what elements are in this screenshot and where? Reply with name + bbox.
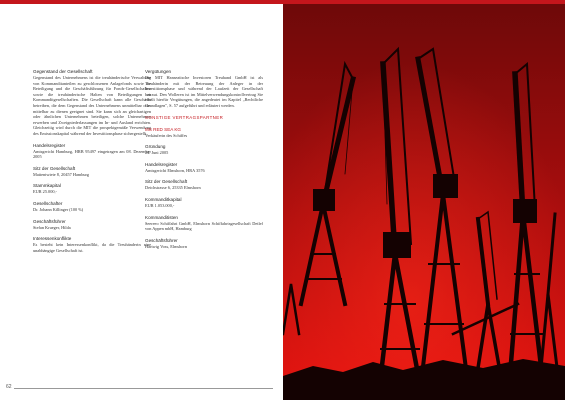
section-label: Gegenstand der Gesellschaft xyxy=(33,69,93,74)
section-text: EUR 1.053.000,- xyxy=(145,202,175,208)
harbor-cranes-icon xyxy=(283,4,565,400)
right-text-column xyxy=(145,69,263,255)
section-kommanditisten xyxy=(145,215,263,232)
section-text: Amtsgericht Elmshorn, HRA 3576 xyxy=(145,167,205,173)
section-kommanditkapital xyxy=(145,197,263,209)
section-text: Amtsgericht Hamburg, HRB 95497 eingetragen am 08. Dezember 2005 xyxy=(33,148,151,160)
section-handelsregister xyxy=(33,143,151,160)
footer-rule xyxy=(10,388,273,389)
section-geschaeftsfuehrer xyxy=(33,219,151,231)
harbor-cranes-photo xyxy=(283,4,565,400)
section-sitz-ship xyxy=(145,179,263,191)
section-label: Sitz der Gesellschaft xyxy=(145,179,188,185)
section-label: Kommanditisten xyxy=(145,214,178,220)
section-stammkapital xyxy=(33,183,151,195)
section-text: 24. Juni 2005 xyxy=(145,150,169,156)
company-role: Verkäuferin des Schiffes xyxy=(145,132,188,138)
section-text: Deichstrasse 6, 25335 Elmshorn xyxy=(145,185,201,191)
section-gruendung xyxy=(145,144,263,156)
left-text-column xyxy=(33,69,151,259)
section-gegenstand xyxy=(33,69,151,137)
section-handelsregister-ship xyxy=(145,162,263,174)
section-label: Kommanditkapital xyxy=(145,196,182,202)
section-label: Vergütungen xyxy=(145,69,172,74)
section-text: Seereeo Schiffahrt GmbH, Elmshorn Schiffahrtsgesellschaft Detlef von Appen mbH, Hamburg xyxy=(145,220,263,232)
section-label: Gründung xyxy=(145,144,166,150)
section-label: Sitz der Gesellschaft xyxy=(33,165,76,171)
section-text: Dr. Johann Killinger (100 %) xyxy=(33,206,84,212)
section-text: EUR 25.000,- xyxy=(33,189,57,195)
section-label: Geschäftsführer xyxy=(145,237,178,243)
section-label: Geschäftsführer xyxy=(33,218,66,224)
section-text: Gegenstand des Unternehmens ist die treuhänderische Verwaltung von Kommanditanteilen zu geschlossenen Anlagefonds sowie die Beteiligung und die Geschäftsführung für Fonds-Gesellschaften sowie die treuhänderische Halten von Beteiligungen an Kommanditgesellschaften. Die Gesellschaft kann alle Geschäfte betreiben, die dem Gegenstand des Unternehmens unmittelbar oder mittelbar zu dienen geeignet sind. Sie kann sich an gleichartigen oder ähnlichen Unternehmen beteiligen, solche Unternehmen erwerben und Zweigniederlassungen im In- und Ausland errichten. Gleichzeitig wird durch die MIT die prospektgemäße Verwendung des Emissionskapital während der Investitionsphase sichergestellt. xyxy=(33,75,151,136)
section-text: Hartwig Voss, Elmshorn xyxy=(145,243,187,249)
section-heading: SONSTIGE VERTRAGSPARTNER xyxy=(145,114,224,120)
page-number: 62 xyxy=(6,384,12,390)
section-label: Handelsregister xyxy=(145,161,178,167)
section-label: Interessenkonflikte xyxy=(33,236,72,242)
section-text: Es besteht kein Interessenkonflikt, da die Treuhänderin eine unabhängige Gesellschaft ist. xyxy=(33,242,151,253)
section-label: Gesellschafter xyxy=(33,200,63,206)
section-interessenkonflikte xyxy=(33,236,151,253)
section-text: Stefan Krueger, Hilda xyxy=(33,224,71,230)
section-text: Die MIT Hanseatische Investoren Treuhand GmbH ist als Treuhänderin mit der Betreuung der Anleger in der Investitionsphase und während der Laufzeit der Gesellschaft betraut. Den Wolleren ist im Mittelverwendungskontrollvertrag Sie erhält hierfür Vergütungen, die angedeutet im Kapitel „Rechtliche Grundlagen", S. 57 aufgeführt und erläutert werden. xyxy=(145,75,263,108)
section-verguetungen xyxy=(145,69,263,109)
section-gesellschafter xyxy=(33,201,151,213)
company-name: MS RED SEA KG xyxy=(145,126,181,132)
section-sitz xyxy=(33,166,151,178)
section-geschaeftsfuehrer-ship xyxy=(145,238,263,250)
section-text: Mattentwiete 8, 20457 Hamburg xyxy=(33,171,90,177)
section-label: Stammkapital xyxy=(33,183,61,189)
company-block xyxy=(145,127,263,139)
section-label: Handelsregister xyxy=(33,142,66,148)
